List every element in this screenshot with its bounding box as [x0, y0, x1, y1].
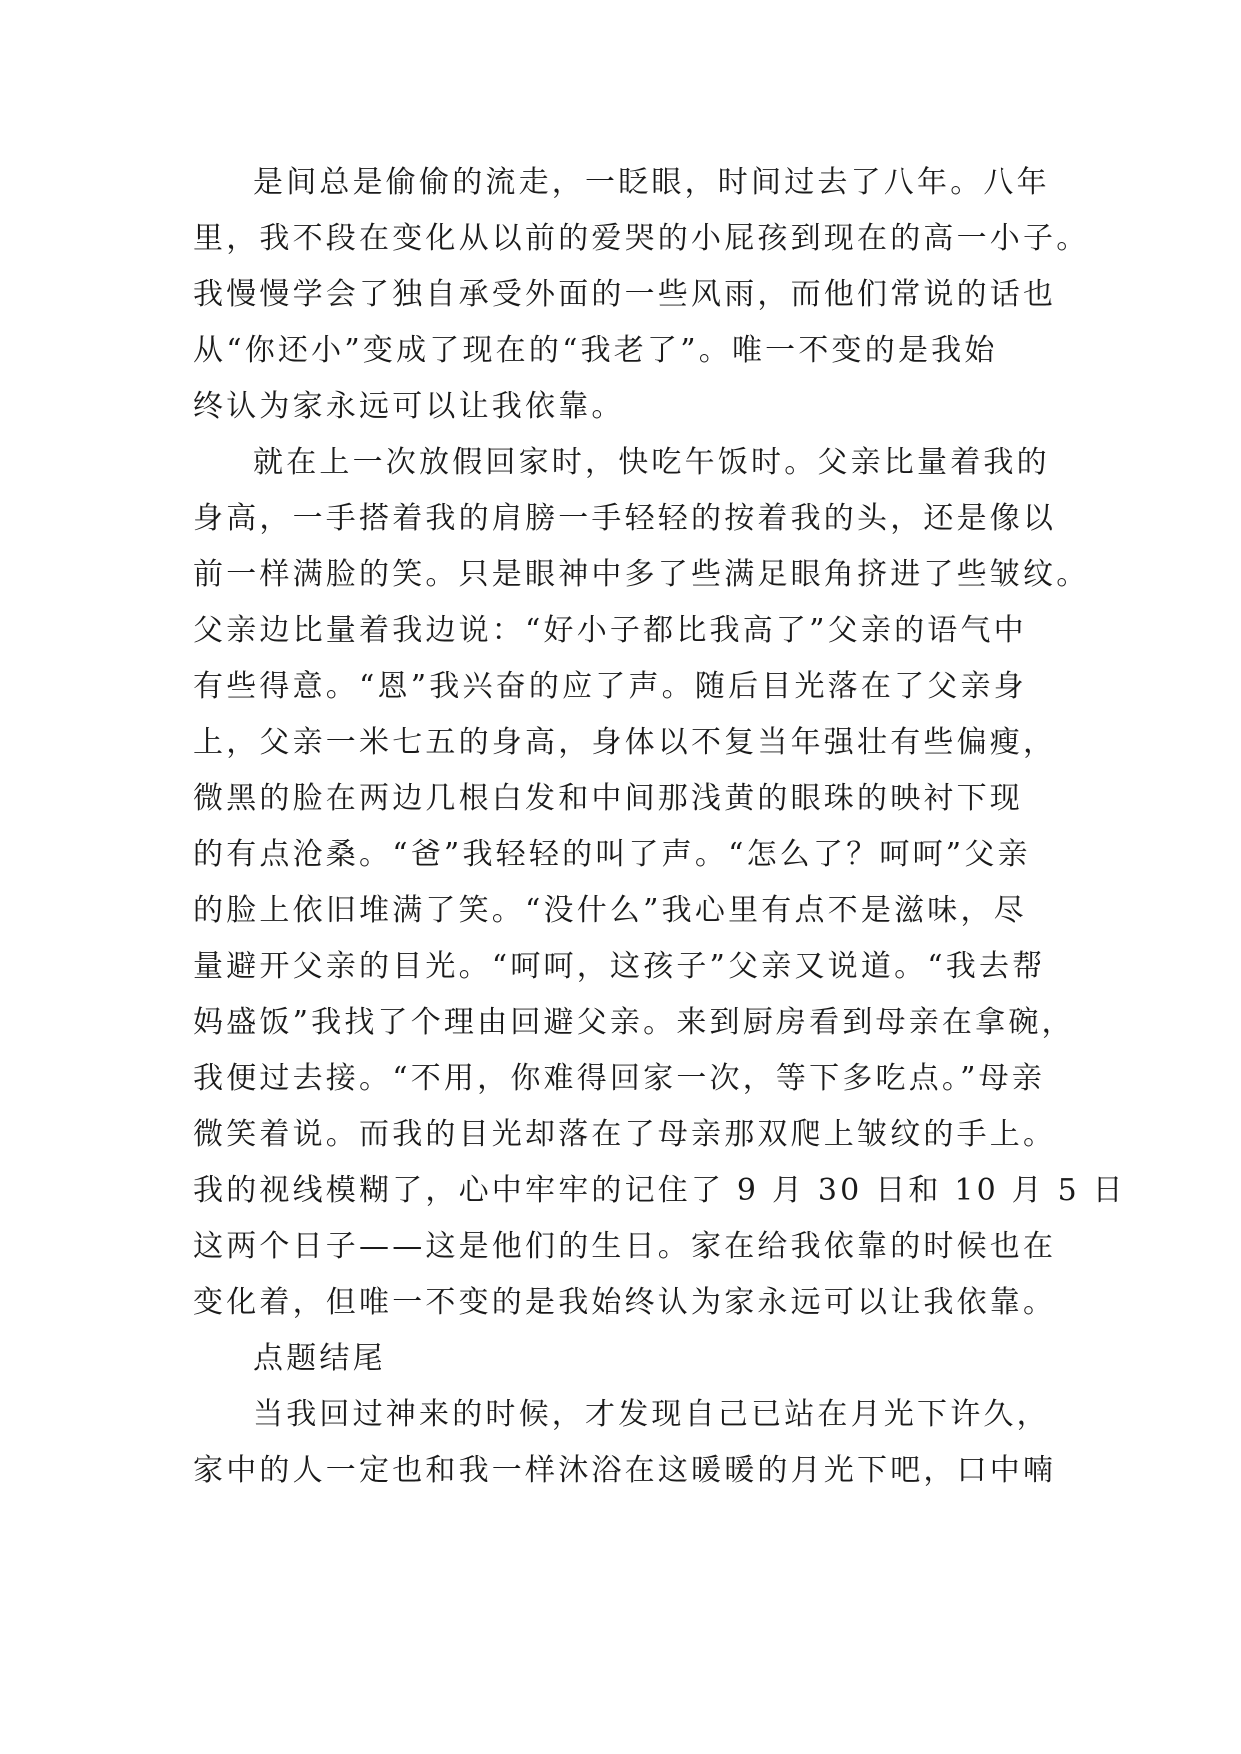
paragraph-line: 妈盛饭”我找了个理由回避父亲。来到厨房看到母亲在拿碗， — [193, 1005, 1075, 1040]
paragraph-line: 微黑的脸在两边几根白发和中间那浅黄的眼珠的映衬下现 — [193, 781, 1023, 816]
paragraph-line: 的脸上依旧堆满了笑。“没什么”我心里有点不是滋味，尽 — [193, 893, 1027, 928]
paragraph-line: 我的视线模糊了，心中牢牢的记住了 9 月 30 日和 10 月 5 日 — [193, 1173, 1126, 1208]
paragraph-line: 当我回过神来的时候，才发现自己已站在月光下许久， — [253, 1397, 1050, 1432]
paragraph-line: 前一样满脸的笑。只是眼神中多了些满足眼角挤进了些皱纹。 — [193, 557, 1090, 592]
paragraph-line: 里，我不段在变化从以前的爱哭的小屁孩到现在的高一小子。 — [193, 221, 1090, 256]
paragraph-line: 我慢慢学会了独自承受外面的一些风雨，而他们常说的话也 — [193, 277, 1057, 312]
paragraph-line: 从“你还小”变成了现在的“我老了”。唯一不变的是我始 — [193, 333, 998, 368]
section-heading: 点题结尾 — [253, 1341, 386, 1376]
paragraph-line: 上，父亲一米七五的身高，身体以不复当年强壮有些偏瘦， — [193, 725, 1057, 760]
paragraph-line: 终认为家永远可以让我依靠。 — [193, 389, 625, 424]
paragraph-line: 我便过去接。“不用，你难得回家一次，等下多吃点。”母亲 — [193, 1061, 1046, 1096]
paragraph-line: 变化着，但唯一不变的是我始终认为家永远可以让我依靠。 — [193, 1285, 1057, 1320]
paragraph-line: 这两个日子——这是他们的生日。家在给我依靠的时候也在 — [193, 1229, 1057, 1264]
paragraph-line: 有些得意。“恩”我兴奋的应了声。随后目光落在了父亲身 — [193, 669, 1027, 704]
paragraph-line: 量避开父亲的目光。“呵呵，这孩子”父亲又说道。“我去帮 — [193, 949, 1046, 984]
paragraph-line: 是间总是偷偷的流走，一眨眼，时间过去了八年。八年 — [253, 165, 1050, 200]
paragraph-line: 父亲边比量着我边说：“好小子都比我高了”父亲的语气中 — [193, 613, 1027, 648]
paragraph-line: 的有点沧桑。“爸”我轻轻的叫了声。“怎么了？呵呵”父亲 — [193, 837, 1031, 872]
paragraph-line: 就在上一次放假回家时，快吃午饭时。父亲比量着我的 — [253, 445, 1050, 480]
paragraph-line: 身高，一手搭着我的肩膀一手轻轻的按着我的头，还是像以 — [193, 501, 1057, 536]
paragraph-line: 微笑着说。而我的目光却落在了母亲那双爬上皱纹的手上。 — [193, 1117, 1057, 1152]
paragraph-line: 家中的人一定也和我一样沐浴在这暖暖的月光下吧，口中喃 — [193, 1453, 1057, 1488]
